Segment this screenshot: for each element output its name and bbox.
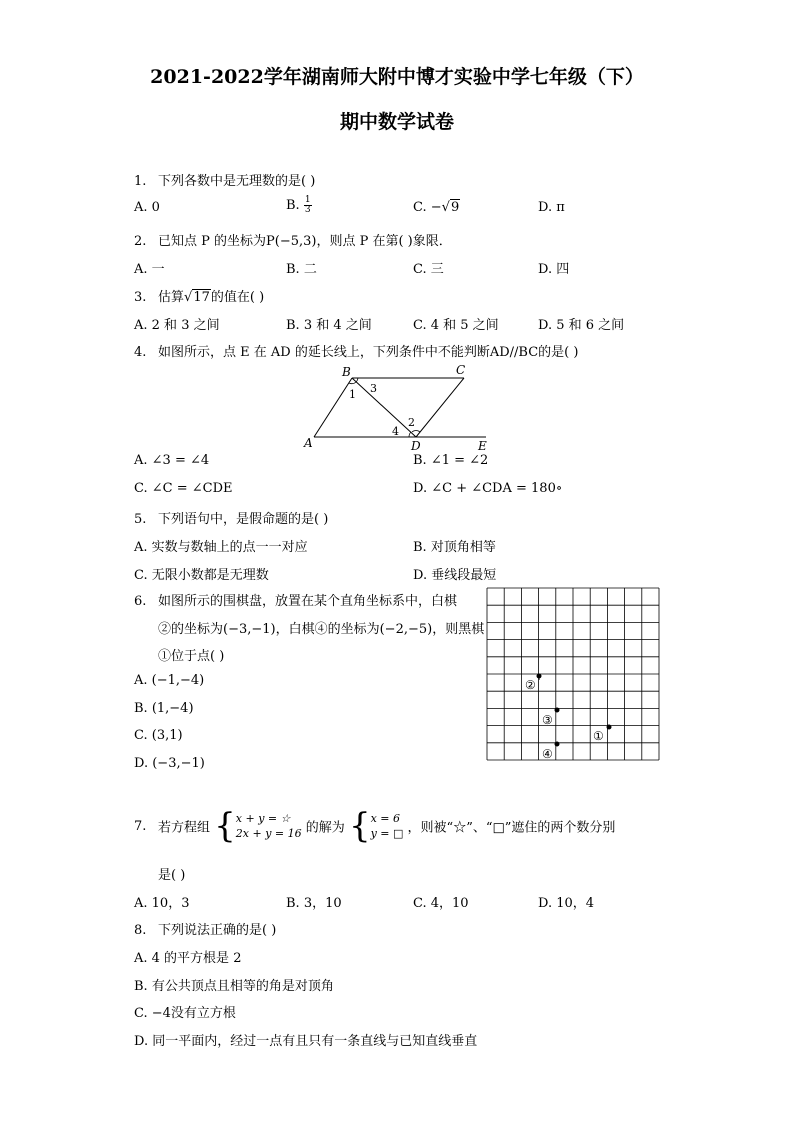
q1-option-d: D. π (538, 200, 565, 215)
solution-1: x = 6 (370, 812, 400, 825)
question-text: 如图所示，点 E 在 AD 的延长线上，下列条件中不能判断AD//BC的是( ) (158, 345, 579, 360)
label-angle-4: 4 (392, 425, 399, 438)
fraction-denominator: 3 (304, 205, 311, 215)
question-text: 下列各数中是无理数的是( ) (158, 174, 316, 189)
q8-option-c: C. −4没有立方根 (134, 1006, 236, 1021)
q2-option-c: C. 三 (413, 262, 444, 277)
question-2 (134, 230, 452, 249)
label-a: A (304, 436, 313, 450)
q2-option-a: A. 一 (134, 262, 165, 277)
equation-2: 2x + y = 16 (235, 827, 302, 840)
q2-option-b: B. 二 (286, 262, 317, 277)
question-number: 8. (134, 923, 147, 938)
q3-option-d: D. 5 和 6 之间 (538, 318, 625, 333)
angle-arc-1 (349, 382, 356, 384)
question-text-line1: 如图所示的围棋盘，放置在某个直角坐标系中，白棋 (158, 594, 458, 609)
q4-option-b: B. ∠1 = ∠2 (413, 453, 489, 468)
label-angle-1: 1 (349, 388, 356, 401)
q7-option-c: C. 4，10 (413, 896, 469, 911)
question-text-pre: 估算 (158, 290, 185, 305)
question-text-mid: 的解为 (305, 820, 345, 836)
q8-option-d: D. 同一平面内，经过一点有且只有一条直线与已知直线垂直 (134, 1034, 478, 1049)
q8-option-b: B. 有公共顶点且相等的角是对顶角 (134, 979, 334, 994)
line-cd (416, 378, 464, 437)
question-4 (134, 341, 578, 360)
line-bd (352, 378, 416, 437)
q8-option-a: A. 4 的平方根是 2 (134, 951, 242, 966)
white-stone-2-label: ② (525, 678, 536, 692)
q5-option-c: C. 无限小数都是无理数 (134, 568, 269, 583)
q6-option-c: C. (3,1) (134, 728, 183, 743)
q7-option-a: A. 10，3 (134, 896, 190, 911)
question-6 (134, 590, 457, 609)
q4-option-d: D. ∠C + ∠CDA = 180∘ (413, 481, 563, 496)
question-8 (134, 919, 276, 938)
q3-option-b: B. 3 和 4 之间 (286, 318, 372, 333)
q7-option-d: D. 10，4 (538, 896, 595, 911)
question-number: 1. (134, 174, 147, 189)
white-stone-3-label: ③ (542, 713, 553, 727)
radicand: 9 (450, 200, 460, 215)
black-dot-2 (537, 674, 542, 679)
black-dot-3 (555, 708, 560, 713)
question-3 (134, 286, 264, 305)
q4-option-a: A. ∠3 = ∠4 (134, 453, 210, 468)
line-ab (314, 378, 352, 437)
question-number: 2. (134, 234, 147, 249)
label-d: D (411, 439, 421, 453)
angle-arc-4 (409, 432, 411, 437)
question-text-pre: 若方程组 (158, 820, 211, 836)
page-title-line2: 期中数学试卷 (339, 111, 454, 133)
q3-option-a: A. 2 和 3 之间 (134, 318, 220, 333)
black-stone-1 (607, 725, 612, 730)
question-text: 下列语句中，是假命题的是( ) (158, 512, 329, 527)
question-number: 5. (134, 512, 147, 527)
q5-option-a: A. 实数与数轴上的点一一对应 (134, 540, 308, 555)
question-1 (134, 170, 315, 189)
q7-option-b: B. 3，10 (286, 896, 342, 911)
label-e: E (478, 439, 487, 453)
angle-arc-3 (356, 378, 358, 382)
label-angle-3: 3 (370, 382, 377, 395)
question-text-post: 的值在( ) (210, 290, 265, 305)
q1-option-a: A. 0 (134, 200, 160, 215)
question-text: 下列说法正确的是( ) (158, 923, 277, 938)
q6-option-a: A. (−1,−4) (134, 673, 205, 688)
black-stone-1-label: ① (593, 729, 604, 743)
equation-1: x + y = ☆ (235, 812, 291, 825)
parallelogram-figure (300, 360, 500, 456)
go-board-figure (486, 587, 662, 763)
q1-option-c (413, 200, 460, 215)
q1-option-b (286, 196, 312, 215)
fraction-numerator: 1 (304, 195, 311, 205)
q5-option-b: B. 对顶角相等 (413, 540, 496, 555)
q3-option-c: C. 4 和 5 之间 (413, 318, 499, 333)
q4-option-c: C. ∠C = ∠CDE (134, 481, 233, 496)
left-brace: { (214, 806, 236, 846)
q2-option-d: D. 四 (538, 262, 570, 277)
sqrt-sign: √ (441, 200, 450, 215)
page-title-line1: 2021-2022学年湖南师大附中博才实验中学七年级（下） (150, 66, 644, 88)
question-text-post: ，则被“☆”、“□”遮住的两个数分别 (407, 820, 616, 836)
q5-option-d: D. 垂线段最短 (413, 568, 497, 583)
label-c: C (456, 363, 466, 377)
question-7-line2: 是( ) (158, 868, 186, 883)
question-5 (134, 508, 328, 527)
label-b: B (342, 365, 351, 379)
board-grid (487, 588, 659, 760)
black-dot-4 (555, 742, 560, 747)
angle-arc-2 (412, 430, 420, 432)
left-brace: { (348, 806, 371, 846)
question-6-line3: ①位于点( ) (158, 649, 225, 664)
question-number: 6. (134, 594, 147, 609)
fraction (304, 196, 312, 215)
sqrt-sign: √ (184, 290, 193, 305)
question-number: 4. (134, 345, 147, 360)
q6-option-b: B. (1,−4) (134, 701, 194, 716)
white-stone-4-label: ④ (542, 747, 553, 761)
label-angle-2: 2 (408, 416, 415, 429)
radicand: 17 (193, 290, 210, 305)
question-6-line2: ②的坐标为(−3,−1)，白棋④的坐标为(−2,−5)，则黑棋 (158, 622, 485, 637)
option-prefix: B. (286, 198, 304, 213)
solution-2: y = □ (370, 827, 404, 840)
option-prefix: C. − (413, 200, 442, 215)
question-number: 7. (134, 818, 147, 834)
question-7 (134, 806, 615, 846)
solution-system (371, 811, 404, 841)
question-number: 3. (134, 290, 147, 305)
q6-option-d: D. (−3,−1) (134, 756, 205, 771)
question-text: 已知点 P 的坐标为P(−5,3)，则点 P 在第( )象限． (158, 234, 452, 249)
equation-system (236, 811, 302, 841)
